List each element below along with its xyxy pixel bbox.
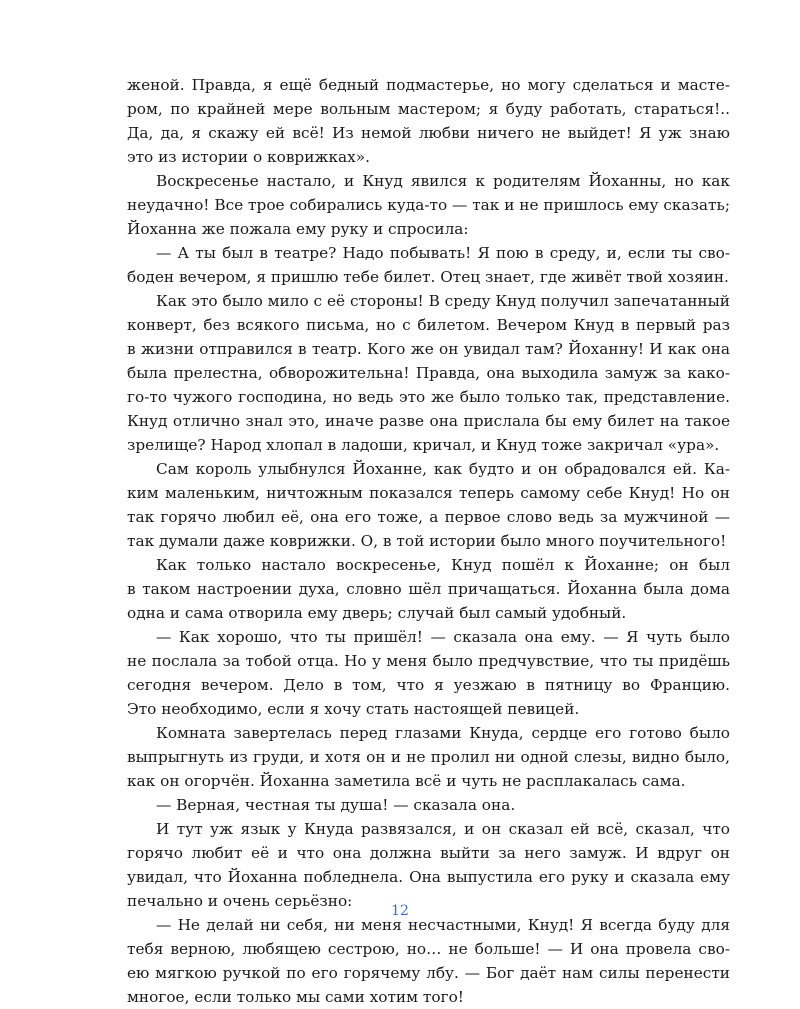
text-line: — Верная, честная ты душа! — сказала она. bbox=[156, 796, 516, 814]
text-line: одна и сама отворила ему дверь; случай был самый удобный. bbox=[127, 604, 627, 622]
text-line: Как только настало воскресенье, Кнуд пошёл к Йоханне; он был bbox=[156, 556, 730, 574]
text-line: Воскресенье настало, и Кнуд явился к родителям Йоханны, но как bbox=[156, 172, 730, 190]
text-line: была прелестна, обворожительна! Правда, она выходила замуж за како- bbox=[127, 364, 730, 382]
text-line: Кнуд отлично знал это, иначе разве она прислала бы ему билет на такое bbox=[127, 412, 730, 430]
text-line: так думали даже коврижки. О, в той истории было много поучительного! bbox=[127, 532, 727, 550]
text-line: тебя верною, любящею сестрою, но… не больше! — И она провела сво- bbox=[127, 940, 730, 958]
text-line: ром, по крайней мере вольным мастером; я буду работать, стараться!.. bbox=[127, 100, 730, 118]
text-line: боден вечером, я пришлю тебе билет. Отец знает, где живёт твой хозяин. bbox=[127, 268, 729, 286]
text-line: Йоханна же пожала ему руку и спросила: bbox=[127, 220, 469, 238]
text-line: Как это было мило с её стороны! В среду Кнуд получил запечатанный bbox=[156, 292, 730, 310]
text-line: Сам король улыбнулся Йоханне, как будто и он обрадовался ей. Ка- bbox=[156, 460, 730, 478]
text-line: сегодня вечером. Дело в том, что я уезжаю в пятницу во Францию. bbox=[127, 676, 730, 694]
text-line: не послала за тобой отца. Но у меня было предчувствие, что ты придёшь bbox=[127, 652, 730, 670]
text-line: Да, да, я скажу ей всё! Из немой любви ничего не выйдет! Я уж знаю bbox=[127, 124, 730, 142]
text-line: Это необходимо, если я хочу стать настоящей певицей. bbox=[127, 700, 580, 718]
text-line: это из истории о коврижках». bbox=[127, 148, 371, 166]
page-number: 12 bbox=[391, 903, 409, 919]
text-line: как он огорчён. Йоханна заметила всё и чуть не расплакалась сама. bbox=[127, 772, 686, 790]
text-line: ким маленьким, ничтожным показался теперь самому себе Кнуд! Но он bbox=[127, 484, 730, 502]
text-line: ею мягкою ручкой по его горячему лбу. — Бог даёт нам силы перенести bbox=[127, 964, 730, 982]
text-line: го-то чужого господина, но ведь это же было только так, представление. bbox=[127, 388, 730, 406]
text-line: конверт, без всякого письма, но с билетом. Вечером Кнуд в первый раз bbox=[127, 316, 730, 334]
text-line: неудачно! Все трое собирались куда-то — так и не пришлось ему сказать; bbox=[127, 196, 730, 214]
text-line: горячо любит её и что она должна выйти за него замуж. И вдруг он bbox=[127, 844, 730, 862]
text-line: женой. Правда, я ещё бедный подмастерье, но могу сделаться и масте- bbox=[127, 76, 730, 94]
body-text bbox=[127, 73, 730, 1009]
text-line: — Как хорошо, что ты пришёл! — сказала она ему. — Я чуть было bbox=[156, 628, 730, 646]
text-line: многое, если только мы сами хотим того! bbox=[127, 988, 464, 1006]
text-line: печально и очень серьёзно: bbox=[127, 892, 353, 910]
text-line: зрелище? Народ хлопал в ладоши, кричал, и Кнуд тоже закричал «ура». bbox=[127, 436, 720, 454]
text-line: в таком настроении духа, словно шёл причащаться. Йоханна была дома bbox=[127, 580, 730, 598]
text-line: увидал, что Йоханна побледнела. Она выпустила его руку и сказала ему bbox=[127, 868, 730, 886]
text-line: — А ты был в театре? Надо побывать! Я пою в среду, и, если ты сво- bbox=[156, 244, 730, 262]
text-line: так горячо любил её, она его тоже, а первое слово ведь за мужчиной — bbox=[127, 508, 730, 526]
text-line: И тут уж язык у Кнуда развязался, и он сказал ей всё, сказал, что bbox=[156, 820, 730, 838]
text-line: Комната завертелась перед глазами Кнуда, сердце его готово было bbox=[156, 724, 730, 742]
text-line: в жизни отправился в театр. Кого же он увидал там? Йоханну! И как она bbox=[127, 340, 730, 358]
text-line: выпрыгнуть из груди, и хотя он и не пролил ни одной слезы, видно было, bbox=[127, 748, 730, 766]
text-line: — Не делай ни себя, ни меня несчастными, Кнуд! Я всегда буду для bbox=[156, 916, 730, 934]
